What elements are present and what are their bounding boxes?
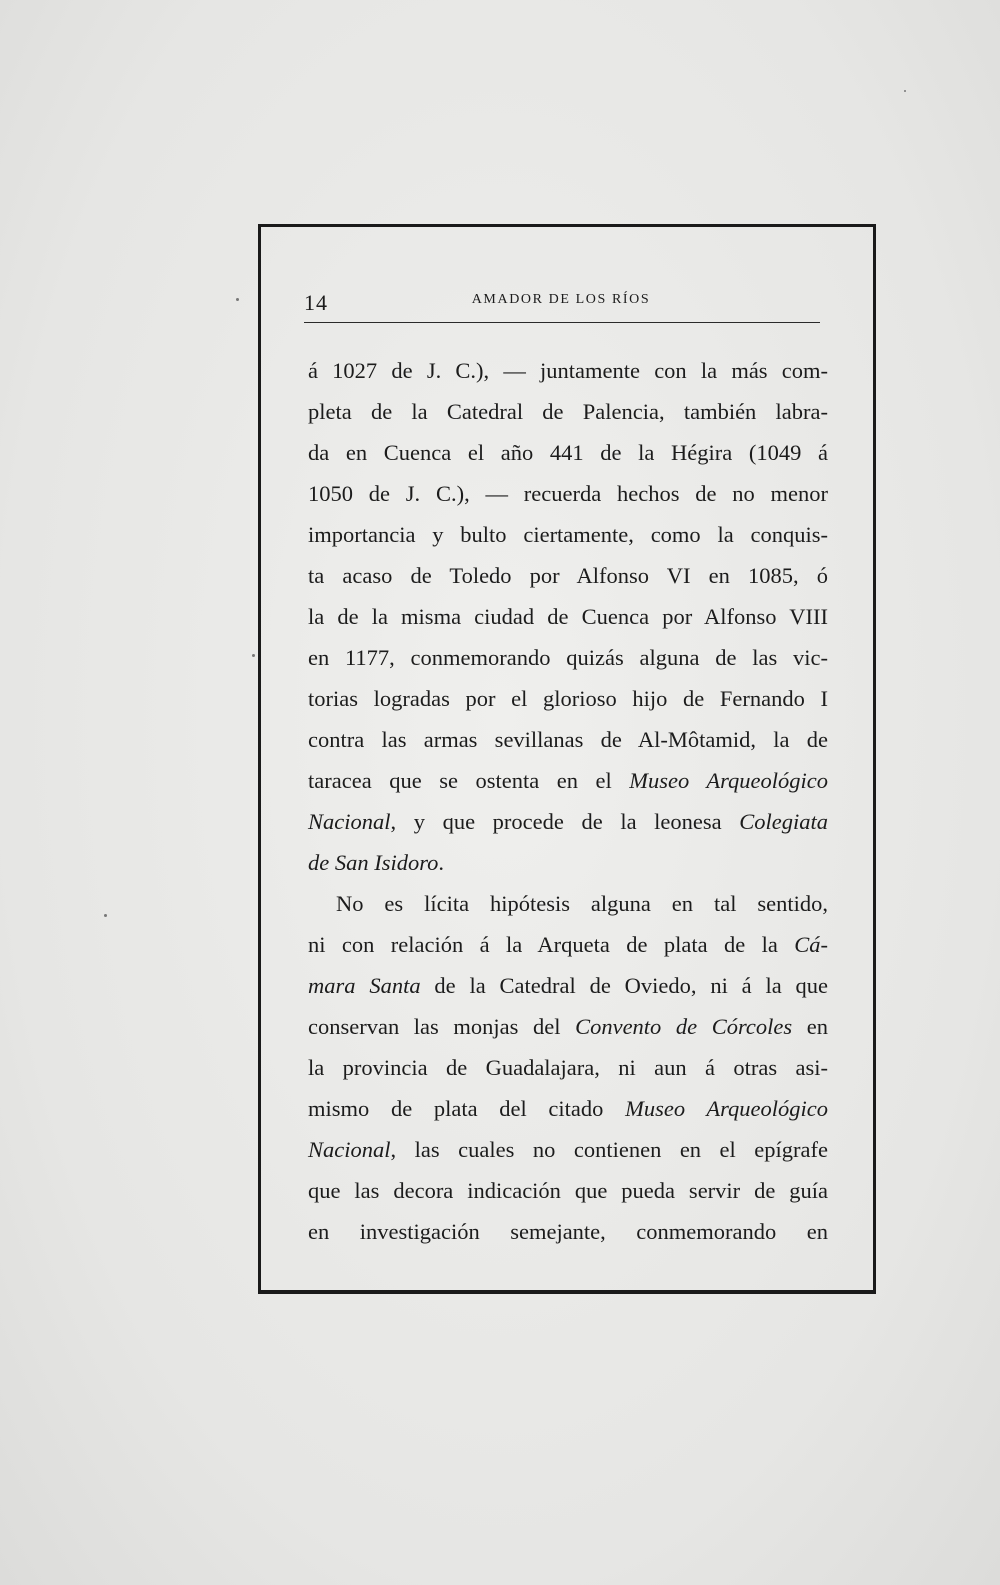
text-segment: en <box>792 1014 828 1039</box>
italic-title: Nacional <box>308 1137 391 1162</box>
paragraph-first-line: No es lícita hipótesis alguna en tal sentido, <box>336 891 828 916</box>
text-segment: conservan las monjas del <box>308 1014 576 1039</box>
dust-speck <box>904 90 906 92</box>
text-line <box>308 1088 828 1129</box>
text-line: que las decora indicación que pueda servir de guía <box>308 1178 828 1203</box>
dust-speck <box>252 654 255 657</box>
text-line <box>308 965 828 1006</box>
text-line: contra las armas sevillanas de Al-Môtamid, la de <box>308 727 828 752</box>
text-line: ta acaso de Toledo por Alfonso VI en 1085, ó <box>308 563 828 588</box>
italic-title: de San Isidoro <box>308 850 439 875</box>
text-line <box>308 760 828 801</box>
italic-title: Museo Arqueológico <box>625 1096 828 1121</box>
header-rule <box>304 322 820 323</box>
dust-speck <box>236 298 239 301</box>
italic-title: Nacional <box>308 809 391 834</box>
text-line <box>308 1006 828 1047</box>
italic-title: mara Santa <box>308 973 421 998</box>
text-line: en investigación semejante, conmemorando en <box>308 1219 828 1244</box>
text-line <box>308 801 828 842</box>
text-line: la de la misma ciudad de Cuenca por Alfonso VIII <box>308 604 828 629</box>
text-line: torias logradas por el glorioso hijo de Fernando I <box>308 686 828 711</box>
text-line: la provincia de Guadalajara, ni aun á otras asi- <box>308 1055 828 1080</box>
text-line: en 1177, conmemorando quizás alguna de las vic- <box>308 645 828 670</box>
running-head: AMADOR DE LOS RÍOS <box>471 292 651 307</box>
text-line: pleta de la Catedral de Palencia, también labra- <box>308 399 828 424</box>
italic-title: Museo Arqueológico <box>629 768 828 793</box>
text-line <box>308 924 828 965</box>
text-line <box>308 842 828 883</box>
text-line: á 1027 de J. C.), — juntamente con la más com- <box>308 358 828 383</box>
text-line <box>308 1129 828 1170</box>
text-segment: . <box>438 850 445 875</box>
italic-title: Colegiata <box>739 809 828 834</box>
italic-title: Cá- <box>794 932 828 957</box>
text-line: importancia y bulto ciertamente, como la conquis- <box>308 522 828 547</box>
page-number: 14 <box>304 290 328 315</box>
text-segment: ni con relación á la Arqueta de plata de la <box>308 932 795 957</box>
body-text <box>308 350 828 1252</box>
text-line: 1050 de J. C.), — recuerda hechos de no menor <box>308 481 828 506</box>
text-segment: taracea que se ostenta en el <box>308 768 630 793</box>
dust-speck <box>104 914 107 917</box>
text-line: da en Cuenca el año 441 de la Hégira (1049 á <box>308 440 828 465</box>
text-segment: mismo de plata del citado <box>308 1096 626 1121</box>
italic-title: Convento de Córcoles <box>575 1014 793 1039</box>
text-segment: , y que procede de la leonesa <box>390 809 740 834</box>
page-header <box>304 286 818 322</box>
text-segment: de la Catedral de Oviedo, ni á la que <box>420 973 829 998</box>
text-segment: , las cuales no contienen en el epígrafe <box>390 1137 828 1162</box>
